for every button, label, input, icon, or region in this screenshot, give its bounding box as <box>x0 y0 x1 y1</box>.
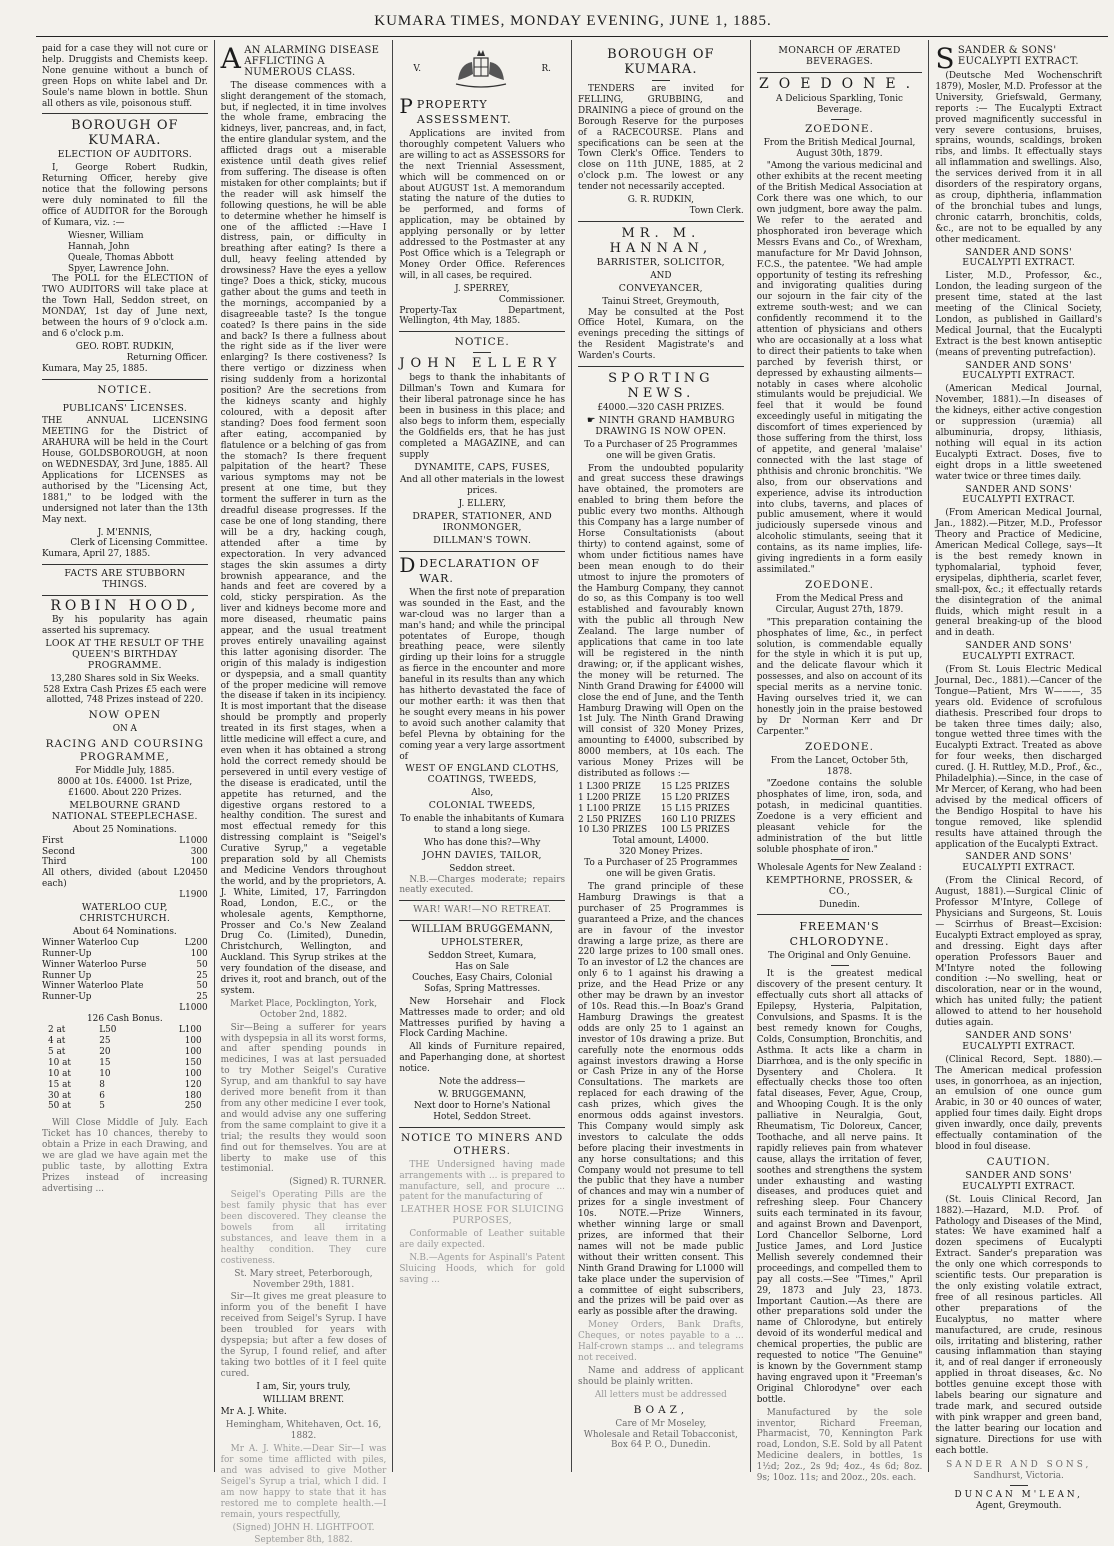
leather-heading: LEATHER HOSE FOR SLUICING PURPOSES, <box>400 1204 564 1227</box>
bonus-row: 5 at 20 100 <box>48 1046 202 1057</box>
column-2 <box>215 40 394 1546</box>
prize-row: Winner Waterloo Plate 50 <box>42 981 208 992</box>
short-rule <box>652 80 670 81</box>
notice-heading: NOTICE. <box>97 383 153 396</box>
west-line: WEST OF ENGLAND CLOTHS, COATINGS, TWEEDS, <box>405 763 560 786</box>
prize-row: Runner-Up 100 <box>42 948 208 959</box>
cash-prizes-line: £4000.—320 CASH PRIZES. <box>597 403 725 414</box>
addressed-note: All letters must be addressed <box>594 1389 727 1400</box>
royal-crest <box>399 44 565 94</box>
letter-address: Market Place, Pocklington, York, October 2nd, 1882. <box>229 998 378 1020</box>
address-note: Name and address of applicant should be plainly written. <box>578 1365 744 1387</box>
prize-row: 1 L100 PRIZE 15 L15 PRIZES <box>578 803 730 814</box>
furniture-text: All kinds of Furniture repaired, and Paperhanging done, at shortest notice. <box>399 1042 566 1075</box>
sandhurst-line: Sandhurst, Victoria. <box>973 1471 1064 1482</box>
purchaser-line: To a Purchaser of 25 Programmes one will be given Gratis. <box>584 858 738 880</box>
poll-text: The POLL for the ELECTION of TWO AUDITORS will take place at the Town Hall, Seddon street, on MONDAY, 1st day of June next, between the hours of 9 o'clock a.m. and 6 o'clock p.m. <box>42 274 208 339</box>
prize-total: L1900 <box>179 890 208 901</box>
dynamite-more: And all other materials in the lowest prices. <box>400 475 565 497</box>
remittance-text: Money Orders, Bank Drafts, Cheques, or notes payable to a ... Half-crown stamps ... and telegrams not received. <box>578 1320 744 1363</box>
press-text: "This preparation containing the phosphates of lime, &c., in perfect solution, is commendable equally for the style in which it is put up, and the delicate flavour which it possesses, and also on account of its special merits as a nervine tonic. Having ourselves tried it, we can honestly join in the praise bestowed by Dr Norman Kerr and Dr Carpenter." <box>756 617 923 737</box>
boaz-tobacconist: Wholesale and Retail Tobacconist, <box>583 1429 738 1440</box>
prize-table <box>578 782 744 837</box>
bonus-row: 10 at 10 100 <box>48 1068 202 1079</box>
divider <box>42 564 208 565</box>
divider <box>42 113 208 114</box>
boaz-box: Box 64 P. O., Dunedin. <box>611 1440 711 1451</box>
signature: J. ELLERY, <box>458 499 506 510</box>
letter-signature: (Signed) R. TURNER. <box>289 1177 387 1188</box>
licensing-text: THE ANNUAL LICENSING MEETING for the District of ARAHURA will be held in the Court House, GOLDSBOROUGH, at noon on WEDNESDAY, 3rd June, 1885. All Applications for LICENSES as authorised by the "Licensing Act, 1881," to be lodged with the undersigned not later than the 13th May next. <box>42 416 208 525</box>
dateline: Property-Tax Department, Wellington, 4th May, 1885. <box>399 305 566 327</box>
alarm-text: The disease commences with a slight derangement of the stomach, but, if neglected, it in time involves the whole frame, embracing the kidneys, liver, pancreas, and, in fact, the entire glandular system, and the afflicted drags out a miserable existence until death gives relief from suffering. The disease is often mistaken for other complaints; but if the reader will ask himself the following questions, he will be able to determine whether he himself is one of the afflicted :—Have I distress, pain, or difficulty in breathing after eating? Is there a dull, heavy feeling attended by drowsiness? Have the eyes a yellow tinge? Does a thick, sticky, mucous gather about the gums and teeth in the mornings, accompanied by a disagreeable taste? Is the tongue coated? Is there pains in the side and back? Is there a fullness about the right side as if the liver were enlarging? Is there costiveness? Is there vertigo or dizziness when rising suddenly from a horizontal position? Are the secretions from the kidneys scanty and highly coloured, with a deposit after standing? Does food ferment soon after eating, accompanied by flatulence or a belching of gas from the stomach? Is there frequent palpitation of the heart? These various symptoms may not be present at one time, but they torment the sufferer in turn as the dreadful disease progresses. If the case be one of long standing, there will be a dry, hacking cough, attended after a time by expectoration. In very advanced stages the skin assumes a dirty brownish appearance, and the hands and feet are covered by a cold, sticky perspiration. As the liver and kidneys become more and more diseased, rheumatic pains appear, and the usual treatment proves entirely unavailing against this latter agonising disorder. The origin of this malady is indigestion or dyspepsia, and a small quantity of the proper medicine will remove the disease if taken in its incipiency. It is most important that the disease should be promptly and properly treated in its first stages, when a little medicine will effect a cure, and even when it has obtained a strong hold the correct remedy should be persevered in until every vestige of the disease is eradicated, until the appetite has returned, and the digestive organs restored to a healthy condition. The surest and most effectual remedy for this distressing complaint is "Seigel's Curative Syrup," a vegetable preparation sold by all Chemists and Medicine Vendors throughout the world, and by the proprietors, A. J. White, Limited, 17, Farringdon Road, London, E.C., or the wholesale agents, Kempthorne, Prosser and Co.'s New Zealand Drug Co. (Limited), Dunedin, Christchurch, Wellington, and Auckland. This Syrup strikes at the very foundation of the disease, and drives it, root and branch, out of the system. <box>220 80 387 996</box>
war-text: When the first note of preparation was sounded in the East, and the war-cloud was no larger than a man's hand; and while the principal potentates of Europe, though breathing peace, were silently girding up their loins for a struggle as fierce in the encounter and more baneful in its results than any which has hitherto devastated the face of our mother earth: it was then that he sought every means in his power to avoid such another calamity that befel Plevna by obtaining for the coming year a very large assortment of <box>399 587 566 762</box>
purchaser-line: To a Purchaser of 25 Programmes one will be given Gratis. <box>584 439 738 461</box>
prize-row: Third 100 <box>42 857 208 868</box>
boaz-heading: BOAZ, <box>633 1403 689 1416</box>
sander-subheading: SANDER AND SONS' EUCALYPTI EXTRACT. <box>962 851 1076 874</box>
also-label: Also, <box>471 788 494 799</box>
notice-heading: NOTICE. <box>454 336 510 349</box>
column-5 <box>751 40 930 1484</box>
melbourne-heading: MELBOURNE GRAND NATIONAL STEEPLECHASE. <box>51 799 198 822</box>
seddon-line: Seddon Street, Kumara, <box>427 951 537 962</box>
testimonial-letter: Mr A. J. White.—Dear Sir—I was for some time afflicted with piles, and was advised to give Mother Seigel's Syrup a trial, which I did. I am now happy to state that it has restored me to complete health.—I remain, yours respectfully, <box>220 1444 387 1520</box>
shares-text: 13,280 Shares sold in Six Weeks. 528 Extra Cash Prizes £5 each were allotted, 748 Prizes instead of 220. <box>43 673 207 706</box>
divider <box>42 379 208 380</box>
hannan-role: BARRISTER, SOLICITOR, <box>596 256 725 268</box>
property-heading: PPROPERTY ASSESSMENT. <box>399 94 512 126</box>
auditors-text: I, George Robert Rudkin, Returning Officer, hereby give notice that the following persons were duly nominated to fill the office of AUDITOR for the Borough of Kumara, viz. :— <box>42 163 208 228</box>
pointing-hand-icon: ☛ <box>586 414 599 426</box>
testimonial-text: (St. Louis Clinical Record, Jan 1882).—Hazard, M.D. Prof. of Pathology and Diseases of the Mind, states: We have examined half a dozen specimens of Eucalypti Extract. Sander's preparation was the only one which corresponds to scientific tests. Our preparation is the only existing volatile extract, free of all resinous particles. All other preparations of the Eucalyptus, no matter where manufactured, are crude, resinous oils, irritating and blistering, rather causing inflammation than staying it, and of real danger if erroneously applied in throat diseases, &c. No bottles genuine except those with labels bearing our signature and trade mark, and secured outside with pink wrapper and green band, the latter bearing our location and signature. Directions for use with each bottle. <box>935 1194 1103 1456</box>
hannan-text: May be consulted at the Post Office Hotel, Kumara, on the evenings preceding the sittings of the Resident Magistrate's and Warden's Courts. <box>578 307 744 362</box>
davies-line: JOHN DAVIES, TAILOR, <box>422 849 542 861</box>
testimonial-letter: Sir—It gives me great pleasure to inform you of the benefit I have received from Seigel's Syrup. I have been troubled for years with dyspepsia; but after a few doses of the Syrup, I found relief, and after taking two bottles of it I feel quite cured. <box>220 1292 387 1379</box>
couches-line: Couches, Easy Chairs, Colonial Sofas, Spring Mattresses. <box>412 972 553 994</box>
short-rule <box>473 352 491 353</box>
money-prizes-line: 320 Money Prizes. <box>619 847 703 858</box>
column-6 <box>929 40 1108 1512</box>
testimonial-text: (From American Medical Journal, Jan., 1882).—Pitzer, M.D., Professor Theory and Practice of Medicine, American Medical College, says—It is the best remedy known in typhomalarial, typhoid fever, erysipelas, diphtheria, scarlet fever, small-pox, &c.; it effectually retards the disintegration of the animal fluids, which might result in a general breaking-up of the blood and in death. <box>935 508 1103 639</box>
signature-role: Commissioner. <box>498 294 566 305</box>
horsehair-text: New Horsehair and Flock Mattresses made to order; and old Mattresses purified by having a Flock Carding Machine. <box>399 996 566 1040</box>
wholesale-line: Wholesale Agents for New Zealand : <box>757 862 922 873</box>
bonus-row: 4 at 25 100 <box>48 1035 202 1046</box>
hannan-street: Tainui Street, Greymouth, <box>602 296 720 307</box>
bonus-row: 10 at 15 150 <box>48 1057 202 1068</box>
tickets-text: 8000 at 10s. £4000. 1st Prize, £1600. About 220 Prizes. <box>57 777 193 799</box>
zoedone-subheading: ZOEDONE. <box>805 740 874 753</box>
divider <box>399 920 565 921</box>
masthead-rule <box>36 36 1108 37</box>
auditors-subheading: ELECTION OF AUDITORS. <box>57 149 192 161</box>
hops-ad-tail: paid for a case they will not cure or help. Druggists and Chemists keep. None genuine without a bunch of green Hops on white label and Dr. Soule's name blown in bottle. Shun all others as vile, poisonous stuff. <box>42 44 208 109</box>
grand-text: The grand principle of these Hamburg Drawings is that a purchaser of 25 Programmes is guaranteed a Prize, and the chances are in favour of the investor drawing a large prize, as there are 220 large prizes to 100 small ones. To an investor of L2 the chances are only 6 to 1 against his drawing a prize, and the Head Prize or any other may be drawn by an investor of 10s. Read this.—In Boaz's Grand Hamburg Drawings the greatest odds are only 25 to 1 against an investor of 10s drawing a prize. But carefully note the enormous odds against investors drawing a Horse or Cash Prize in any of the Horse Consultations. The markets are replaced for each drawing of the cash prizes, which gives the enormous odds against investors. This Company would simply ask investors to calculate the odds before placing their investments in any horse consultations; and this Company would not presume to tell the public that they have a number of chances and may win a number of prizes for a single investment of 10s. NOTE.—Prize Winners, whether winning large or small prizes, are informed that their names will not be made public without their written consent. This Ninth Grand Drawing for L1000 will take place under the supervision of a committee of eight subscribers, and the prizes will be paid over as early as possible after the drawing. <box>578 882 744 1318</box>
look-heading: LOOK AT THE RESULT OF THE QUEEN'S BIRTHDAY PROGRAMME. <box>45 637 205 671</box>
bonus-row: 50 at 5 250 <box>48 1101 202 1112</box>
total-line: Total amount, L4000. <box>612 836 709 847</box>
signature: G. R. RUDKIN, <box>627 195 694 206</box>
ellery-heading: JOHN ELLERY <box>399 356 563 372</box>
robin-hood-heading: ROBIN HOOD, <box>50 598 200 615</box>
testimonial-text: (From St. Louis Electric Medical Journal, Dec., 1881).—Cancer of the Tongue—Patient, Mrs W———, 35 years old. Evidence of scrofulous diathesis. Prescribed four drops to be taken three times daily; also, tongue wetted three times with the Eucalypti Extract. Treated as above for four weeks, then discharged cured. (J. H. Ruttley, M.D., Prof., &c., Philadelphia).—Since, in the case of Mr Mercer, of Kerang, who had been advised by the medical officers of the Bendigo Hospital to have his tongue removed, like splendid results have attained through the application of the Eucalypti Extract. <box>935 665 1103 850</box>
signature-role: Town Clerk. <box>689 205 744 216</box>
divider <box>399 1127 565 1128</box>
prize-row: Runner Up 25 <box>42 970 208 981</box>
dateline: Kumara, May 25, 1885. <box>42 363 148 374</box>
bonus-heading: 126 Cash Bonus. <box>87 1014 163 1025</box>
letter-address: September 8th, 1882. <box>254 1535 353 1546</box>
nb-text: N.B.—Agents for Aspinall's Patent Sluicing Hoods, which for gold saving ... <box>399 1252 566 1285</box>
now-open-heading: NOW OPEN <box>88 709 162 722</box>
letter-recipient: Mr A. J. White. <box>220 1407 287 1418</box>
signature: W. BRUGGEMANN, <box>438 1089 527 1100</box>
nominations-label: About 25 Nominations. <box>72 824 177 835</box>
robin-hood-text: By his popularity has again asserted his supremacy. <box>42 615 208 636</box>
freeman-heading: FREEMAN'S CHLORODYNE. <box>789 920 890 949</box>
divider <box>757 72 923 73</box>
racing-heading: RACING AND COURSING PROGRAMME, <box>45 738 205 764</box>
divider <box>399 331 565 332</box>
prize-row: All others, divided (about L20 each) 450 <box>42 868 208 890</box>
testimonial-text: (American Medical Journal, November, 1881).—In diseases of the kidneys, either active congestion or suppression (uræmia) all albuminuria, dropsy, lithiasis, nothing will equal in its action Eucalypti Extract. Doses, five to eight drops in a little sweetened water twice or three times daily. <box>935 384 1103 482</box>
signature: J. SPERREY, <box>454 283 510 294</box>
letter-signature: (Signed) JOHN H. LIGHTFOOT. <box>232 1522 375 1533</box>
waterloo-heading: WATERLOO CUP, CHRISTCHURCH. <box>79 902 171 924</box>
original-line: The Original and Only Genuine. <box>768 951 911 962</box>
colonial-line: COLONIAL TWEEDS, <box>428 800 536 812</box>
tenders-text: TENDERS are invited for FELLING, GRUBBING, and DRAINING a piece of ground on the Borough Reserve for the purposes of a RACECOURSE. Plans and specifications can be seen at the Town Clerk's Office. Tenders to close on 11th JUNE, 1885, at 2 o'clock p.m. The lowest or any tender not necessarily accepted. <box>578 84 744 193</box>
nominee: Hannah, John <box>68 241 130 252</box>
letter-address: St. Mary street, Peterborough, November 29th, 1881. <box>234 1268 373 1290</box>
signature: GEO. ROBT. RUDKIN, <box>75 341 174 352</box>
note-address: Note the address— <box>439 1077 526 1088</box>
zoedone-subheading: ZOEDONE. <box>805 578 874 591</box>
zoedone-heading: ZOEDONE. <box>759 75 921 92</box>
sander-subheading: SANDER AND SONS' EUCALYPTI EXTRACT. <box>962 640 1076 663</box>
column-3 <box>393 40 572 1472</box>
prize-row: 1 L200 PRIZE 15 L20 PRIZES <box>578 792 730 803</box>
caution-heading: CAUTION. <box>986 1155 1051 1168</box>
miners-heading: NOTICE TO MINERS AND OTHERS. <box>401 1131 564 1157</box>
war-heading: DDECLARATION OF WAR. <box>399 552 541 585</box>
has-on-sale: Has on Sale <box>455 962 510 972</box>
column-1 <box>36 40 215 1472</box>
short-rule <box>116 400 134 401</box>
pills-text: Seigel's Operating Pills are the best family physic that has ever been discovered. They cleanse the bowels from all irritating substances, and leave them in a healthy condition. They cure costiveness. <box>220 1190 387 1266</box>
prize-row: Second 300 <box>42 846 208 857</box>
ellery-role: DRAPER, STATIONER, AND IRONMONGER, <box>412 511 552 534</box>
upholsterer-line: UPHOLSTERER, <box>440 937 524 949</box>
dateline: Kumara, April 27, 1885. <box>42 549 151 560</box>
lancet-text: "Zoedone contains the soluble phosphates of lime, iron, soda, and potash, in medicinal quantities. Zoedone is a very efficient and pleasant vehicle for the administration of the but little soluble phosphate of iron." <box>756 779 923 855</box>
waterloo-prize-list <box>42 938 208 1014</box>
bonus-table <box>42 1025 208 1112</box>
signature-role: Clerk of Licensing Committee. <box>70 538 208 549</box>
hannan-heading: MR. M. HANNAN, <box>609 225 713 256</box>
sander-signature: SANDER AND SONS, <box>946 1460 1092 1471</box>
testimonial-text: (From the Clinical Record, of August, 1881).—Surgical Clinic of Professor M'Intyre, College of Physicians and Surgeons, St. Louis — Scirrhus of Breast—Excision: Eucalypti Extract employed as spray, and dressing. Eight days after operation Professors Bauer and M'Intyre noted the following condition :—No swelling, heat or discoloration, near or in the wound, which has united fully; the patient allowed to attend to her household duties again. <box>935 876 1103 1029</box>
sander-subheading: SANDER AND SONS' EUCALYPTI EXTRACT. <box>962 483 1076 506</box>
for-july-label: For Middle July, 1885. <box>75 766 175 777</box>
prize-total: L1000 <box>179 1003 208 1014</box>
hamburg-heading: ☛ NINTH GRAND HAMBURG DRAWING IS NOW OPEN. <box>586 414 735 437</box>
prize-row: 1 L300 PRIZE 15 L25 PRIZES <box>578 781 730 792</box>
letter-address: Hemingham, Whitehaven, Oct. 16, 1882. <box>225 1420 382 1442</box>
nominations-label: About 64 Nominations. <box>72 926 177 937</box>
conveyancer-label: CONVEYANCER, <box>618 282 703 294</box>
testimonial-letter: Sir—Being a sufferer for years with dyspepsia in all its worst forms, and after spending pounds in medicines, I was at last persuaded to try Mother Seigel's Curative Syrup, and am thankful to say have derived more benefit from it than from any other medicine I ever took, and would advise any one suffering from the same complaint to give it a trial; the results they would soon find out for themselves. You are at liberty to make use of this testimonial. <box>220 1022 387 1175</box>
sander-subheading: SANDER AND SONS' EUCALYPTI EXTRACT. <box>962 1029 1076 1052</box>
bonus-row: 2 at L50 L100 <box>48 1025 202 1036</box>
war-no-retreat: WAR! WAR!—NO RETREAT. <box>413 904 552 916</box>
and-label: AND <box>650 270 672 281</box>
ellery-text: begs to thank the inhabitants of Dillman's Town and Kumara for their liberal patronage since he has been in business in this place; and also begs to inform them, especially the Goldfields ers, that he has just completed a MAGAZINE, and can supply <box>399 373 566 460</box>
testimonial-text: Lister, M.D., Professor, &c., London, the leading surgeon of the present time, stated at the last meeting of the Clinical Society, London, as published in Gaillard's Medical Journal, that the Eucalypti Extract is the best known antiseptic (means of preventing putrefaction). <box>935 271 1103 358</box>
crest-letter: V. <box>413 63 422 74</box>
agent-line: Agent, Greymouth. <box>975 1501 1062 1512</box>
boaz-care: Care of Mr Moseley, <box>615 1418 707 1429</box>
publicans-subheading: PUBLICANS' LICENSES. <box>62 402 188 414</box>
leather-text: Conformable of Leather suitable are daily expected. <box>399 1229 566 1251</box>
divider <box>399 551 565 552</box>
nb-text: N.B.—Charges moderate; repairs neatly executed. <box>399 874 566 896</box>
divider <box>757 914 923 915</box>
sander-subheading: SANDER AND SONS' EUCALYPTI EXTRACT. <box>962 1169 1076 1192</box>
masthead: KUMARA TIMES, MONDAY EVENING, JUNE 1, 1885. <box>374 13 772 29</box>
zoedone-subheading: ZOEDONE. <box>805 122 874 135</box>
property-text: Applications are invited from thoroughly competent Valuers who are willing to act as ASSESSORS for the next Triennial Assessment, which will be commenced on or about AUGUST 1st. A memorandum stating the nature of the duties to be performed, and forms of application, may be obtained by applying personally or by letter addressed to the Postmaster at any Post Office which is a Telegraph or Money Order Office. References will, in all cases, be required. <box>399 129 566 281</box>
letter-signature: WILLIAM BRENT. <box>262 1394 345 1405</box>
short-rule <box>831 859 849 860</box>
prize-row: Winner Waterloo Cup L200 <box>42 937 208 948</box>
who-line: Who has done this?—Why <box>424 837 541 848</box>
bonus-row: 30 at 6 180 <box>48 1090 202 1101</box>
nominee: Spyer, Lawrence John. <box>68 263 170 274</box>
divider <box>42 595 208 596</box>
dunedin-line: Dunedin. <box>819 899 860 910</box>
short-rule <box>831 119 849 120</box>
melbourne-prize-list <box>42 836 208 901</box>
enable-text: To enable the inhabitants of Kumara to stand a long siege. <box>400 814 565 835</box>
next-door-line: Next door to Horne's National Hotel, Seddon Street. <box>414 1100 551 1122</box>
nominee: Wiesner, William <box>68 230 144 241</box>
columns <box>36 40 1108 1546</box>
dynamite-line: DYNAMITE, CAPS, FUSES, <box>414 461 550 473</box>
freeman-text: It is the greatest medical discovery of the present century. It effectually cuts short all attacks of Epilepsy, Hysteria, Palpitation, Convulsions, and Spasms. It is the best remedy known for Coughs, Colds, Consumption, Bronchitis, and Asthma. It acts like a charm in Diarrhœa, and is the only specific in Dysentery and Cholera. It effectually checks those too often fatal diseases, Fever, Ague, Croup, and Whooping Cough. It is the only palliative in Neuralgia, Gout, Rheumatism, Tic Doloreux, Cancer, Toothache, and all nerve pains. It rapidly relieves pain from whatever cause, allays the irritation of fever, soothes and strengthens the system under exhausting and wasting diseases, and produces quiet and refreshing sleep. Four Chancery suits each terminated in its favour, and against Brown and Davenport, Lord Chancellor Selborne, Lord Justice James, and Lord Justice Mellish severely condemned their proceedings, and compelled them to pay all costs.—See "Times," April 29, 1873 and July 23, 1873. Important Caution.—As there are other preparations sold under the name of Chlorodyne, but entirely devoid of its wonderful medical and chemical properties, the public are requested to notice "The Genuine" is known by the Government stamp having engraved upon it "Freeman's Original Chlorodyne" over each bottle. <box>756 969 923 1405</box>
closing-text: Will Close Middle of July. Each Ticket has 10 chances, thereby to obtain a Prize in each Drawing, and we are glad we have again met the public taste, by allotting Extra Prizes instead of increasing advertising ... <box>42 1118 208 1194</box>
ellery-place: DILLMAN'S TOWN. <box>433 535 532 546</box>
sander-subheading: SANDER AND SONS' EUCALYPTI EXTRACT. <box>962 246 1076 269</box>
bonus-row: 15 at 8 120 <box>48 1079 202 1090</box>
hamburg-text: From the undoubted popularity and great success these drawings have obtained, the promoters are enabled to bring them before the public every two months. Although this Company has a large number of Horse Consultationists (about thirty) to contend against, some of whom under fictitious names have been mean enough to do their utmost to injure the promoters of the Hamburg Company, they cannot do so, as this Company is too well established and favourably known with the public all through New Zealand. The large number of applications that came in too late will be registered in the ninth drawing; or, if the applicant wishes, the money will be returned. The Ninth Grand Drawing for £4000 will close the end of June, and the Tenth Hamburg Drawing will Open on the 1st July. The Ninth Grand Drawing will consist of 320 Money Prizes, amounting to £4000, subscribed by 8000 members, at 10s each. The various Money Prizes will be distributed as follows :— <box>578 463 744 779</box>
letter-close: I am, Sir, yours truly, <box>256 1381 351 1392</box>
testimonial-text: (Deutsche Med Wochenschrift 1879), Mosler, M.D. Professor at the University, Griefswald, Germany, reports :— The Eucalypti Extract proved magnificently successful in very severe contusions, bruises, sprains, wounds, scaldings, broken ribs, and limbs. It effectually stays all inflammation and swellings. Also, the services derived from it in all disorders of the respiratory organs, as croup, diphtheria, inflammation of the bronchial tubes and lungs, chronic catarrh, bronchitis, colds, &c., are not to be equalled by any other medicament. <box>935 71 1103 245</box>
manufacturer-text: Manufactured by the sole inventor, Richard Freeman, Pharmacist, 70, Kennington Park road, London, S.E. Sold by all Patent Medicine dealers, in bottles, 1s 1½d; 2oz., 2s 9d; 4oz., 4s 6d; 8oz. 9s; 10oz. 11s; and 20oz., 20s. each. <box>756 1407 923 1484</box>
bruggemann-heading: WILLIAM BRUGGEMANN, <box>411 924 554 936</box>
divider <box>578 366 744 367</box>
kempthorne-line: KEMPTHORNE, PROSSER, & CO., <box>765 874 914 897</box>
prize-row: Runner-Up 25 <box>42 992 208 1003</box>
divider <box>399 900 565 901</box>
bmj-text: "Among the various medicinal and other exhibits at the recent meeting of the British Medical Association at Cork there was one which, to our own judgment, bore away the palm. We refer to the aerated and phosphorated iron beverage which Messrs Evans and Co., of Wrexham, manufacture for Mr David Johnson, F.C.S., the patentee. "We had ample opportunity of testing its refreshing and invigorating qualities during our sojourn in the fair city of the extreme south-west; and we can confidently recommend it to the attention of physicians and others who are occasionally at a loss what to direct their patients to take when parched by feverish thirst, or depressed by exhausting ailments—notably in cases where alcoholic stimulants would be prejudicial. We feel that it would be found exceedingly useful in mitigating the discomfort of times experienced by those suffering from the thirst, loss of appetite, and general 'malaise' connected with the last stage of phthisis and chronic bronchitis. "We also, from our observations and experience, advise its introduction into clubs, taverns, and places of public amusement, where it would judiciously supersede vinous and alcoholic stimulants, seeing that it contains, as its name implies, life-giving ingredients in a form easily assimilated." <box>756 161 923 575</box>
sander-heading: SSANDER & SONS' EUCALYPTI EXTRACT. <box>935 42 1079 75</box>
signature: J. M'ENNIS, <box>97 527 152 538</box>
delicious-line: A Delicious Sparkling, Tonic Beverage. <box>776 93 904 115</box>
mclean-signature: DUNCAN M'LEAN, <box>954 1490 1083 1501</box>
alarm-heading: AAN ALARMING DISEASE AFFLICTING A NUMEROUS CLASS. <box>220 42 380 78</box>
borough-heading: BOROUGH OF KUMARA. <box>71 118 179 149</box>
coat-of-arms-icon <box>446 46 516 92</box>
monarch-heading: MONARCH OF ÆRATED BEVERAGES. <box>778 45 901 67</box>
sporting-heading: SPORTING NEWS. <box>608 371 714 402</box>
short-rule <box>1010 1485 1028 1486</box>
nominee-list <box>42 231 208 275</box>
testimonial-text: (Clinical Record, Sept. 1880).—The American medical profession uses, in gonorrhoea, as an injection, an emulsion of one ounce gum Arabic, in 30 or 40 ounces of water, applied four times daily. Eight drops given inwardly, once daily, prevents effectually contamination of the blood in foul disease. <box>935 1054 1103 1152</box>
on-a-label: ON A <box>112 724 137 735</box>
source-line: From the British Medical Journal, August 30th, 1879. <box>763 137 916 159</box>
davies-place: Seddon street. <box>449 863 516 874</box>
prize-row: Winner Waterloo Purse 50 <box>42 959 208 970</box>
column-4 <box>572 40 751 1472</box>
signature-role: Returning Officer. <box>126 352 208 363</box>
prize-row: 10 L30 PRIZES 100 L5 PRIZES <box>578 825 730 836</box>
divider <box>578 221 744 222</box>
nominee: Queale, Thomas Abbott <box>68 252 174 263</box>
miners-text: THE Undersigned having made arrangements with ... is prepared to manufacture, sell, and procure ... patent for the manufacturing of <box>399 1159 566 1203</box>
borough-heading: BOROUGH OF KUMARA. <box>607 47 715 77</box>
facts-heading: FACTS ARE STUBBORN THINGS. <box>64 568 186 591</box>
crest-letter: R. <box>541 63 552 74</box>
short-rule <box>831 965 849 966</box>
sander-subheading: SANDER AND SONS' EUCALYPTI EXTRACT. <box>962 359 1076 382</box>
source-line: From the Medical Press and Circular, August 27th, 1879. <box>775 593 904 615</box>
prize-row: 2 L50 PRIZES 160 L10 PRIZES <box>578 814 736 825</box>
source-line: From the Lancet, October 5th, 1878. <box>770 755 909 777</box>
prize-row: First L1000 <box>42 835 208 846</box>
